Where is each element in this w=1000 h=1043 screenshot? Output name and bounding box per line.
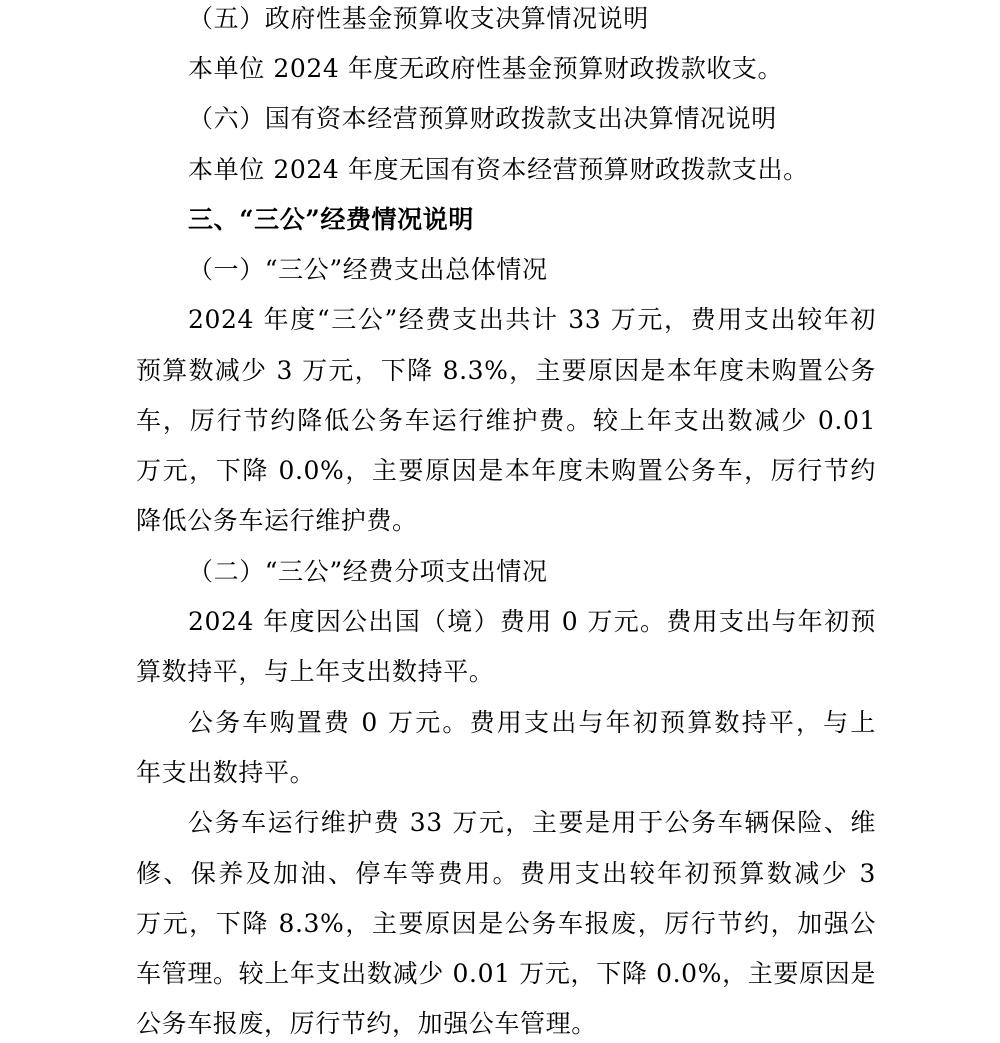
subsection-heading-2: （二）“三公”经费分项支出情况 bbox=[188, 557, 548, 586]
paragraph-line: 修、保养及加油、停车等费用。费用支出较年初预算数减少 3 bbox=[136, 859, 876, 888]
section-heading-6: （六）国有资本经营预算财政拨款支出决算情况说明 bbox=[188, 104, 777, 133]
paragraph-line: 年支出数持平。 bbox=[136, 758, 316, 787]
paragraph-line: 车，厉行节约降低公务车运行维护费。较上年支出数减少 0.01 bbox=[136, 406, 876, 435]
paragraph-line: 公务车运行维护费 33 万元，主要是用于公务车辆保险、维 bbox=[188, 808, 876, 837]
paragraph-line: 公务车报废，厉行节约，加强公车管理。 bbox=[136, 1009, 597, 1038]
paragraph-line: 公务车购置费 0 万元。费用支出与年初预算数持平，与上 bbox=[188, 708, 876, 737]
paragraph-line: 本单位 2024 年度无政府性基金预算财政拨款收支。 bbox=[188, 54, 784, 83]
section-heading-5: （五）政府性基金预算收支决算情况说明 bbox=[188, 4, 649, 33]
subsection-heading-1: （一）“三公”经费支出总体情况 bbox=[188, 255, 548, 284]
paragraph-line: 降低公务车运行维护费。 bbox=[136, 506, 418, 535]
paragraph-line: 车管理。较上年支出数减少 0.01 万元，下降 0.0%，主要原因是 bbox=[136, 959, 876, 988]
paragraph-line: 预算数减少 3 万元，下降 8.3%，主要原因是本年度未购置公务 bbox=[136, 356, 876, 385]
paragraph-line: 万元，下降 8.3%，主要原因是公务车报废，厉行节约，加强公 bbox=[136, 909, 876, 938]
paragraph-line: 2024 年度“三公”经费支出共计 33 万元，费用支出较年初 bbox=[188, 305, 876, 334]
paragraph-line: 算数持平，与上年支出数持平。 bbox=[136, 657, 495, 686]
section-heading-three-public: 三、“三公”经费情况说明 bbox=[188, 205, 474, 234]
paragraph-line: 2024 年度因公出国（境）费用 0 万元。费用支出与年初预 bbox=[188, 607, 876, 636]
paragraph-line: 万元，下降 0.0%，主要原因是本年度未购置公务车，厉行节约 bbox=[136, 456, 876, 485]
paragraph-line: 本单位 2024 年度无国有资本经营预算财政拨款支出。 bbox=[188, 155, 809, 184]
